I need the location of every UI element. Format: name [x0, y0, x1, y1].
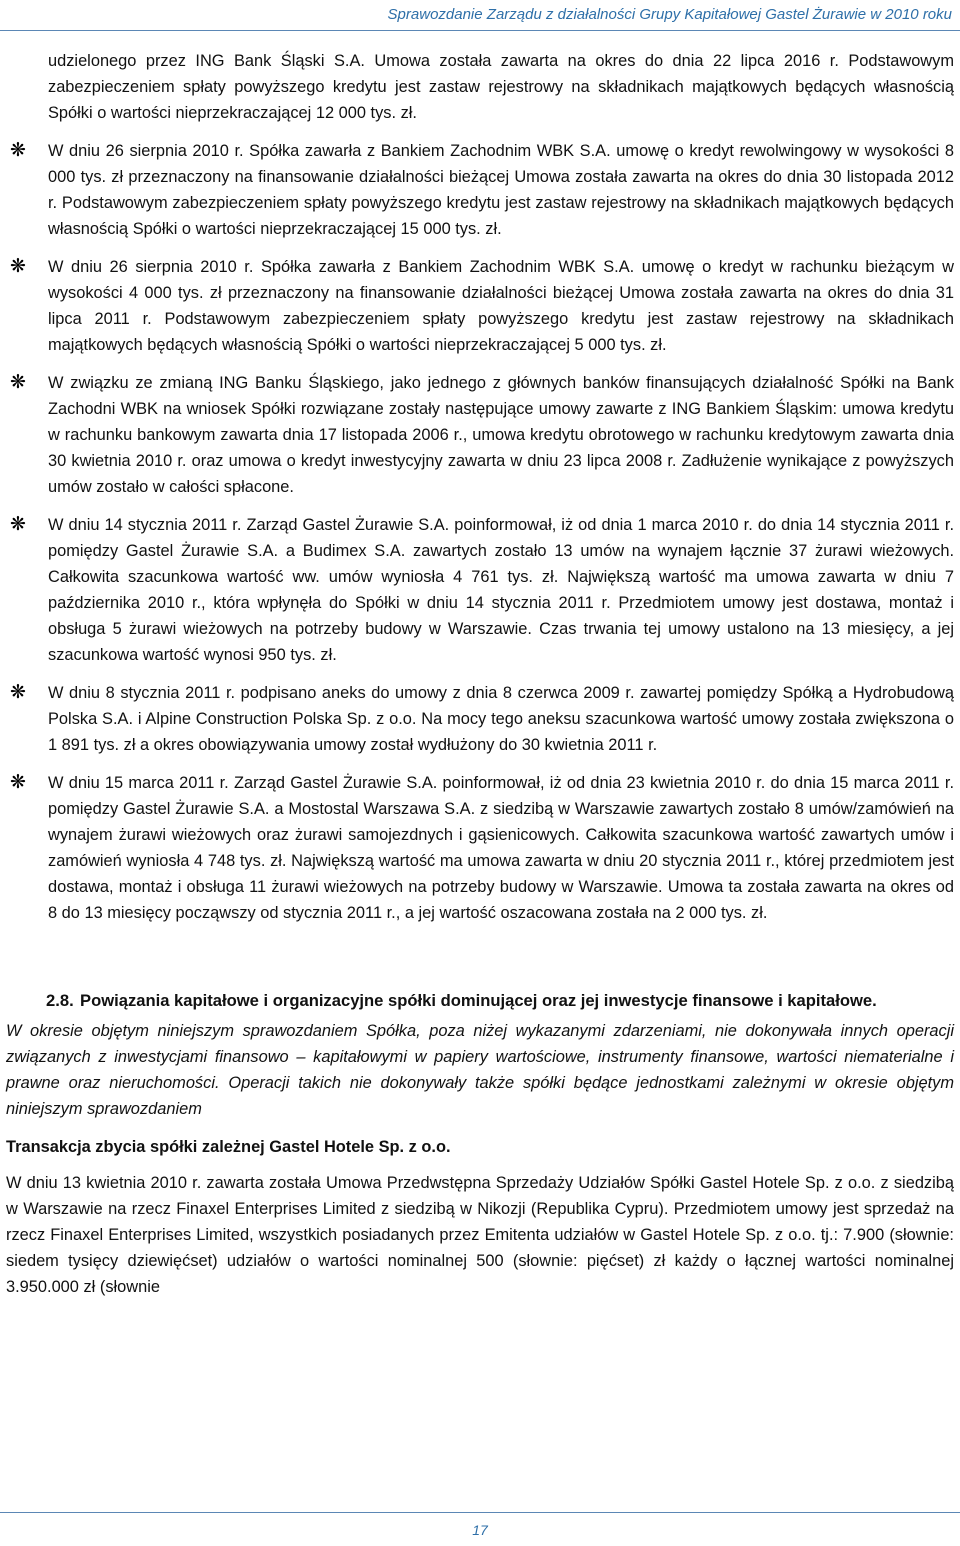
bullet-item	[6, 370, 954, 500]
asterisk-bullet-icon: ❋	[10, 372, 26, 393]
bullet-text: W dniu 8 stycznia 2011 r. podpisano aneks do umowy z dnia 8 czerwca 2009 r. zawartej pomiędzy Spółką a Hydrobudową Polska S.A. i Alpine Construction Polska Sp. z o.o. Na mocy tego aneksu szacunkowa wartość umowy została zwiększona o 1 891 tys. zł a okres obowiązywania umowy został wydłużony do 30 kwietnia 2011 r.	[48, 684, 954, 754]
bullet-item	[6, 138, 954, 242]
page-header	[0, 0, 960, 30]
bullet-text: W związku ze zmianą ING Banku Śląskiego, jako jednego z głównych banków finansujących działalność Spółki na Bank Zachodni WBK na wniosek Spółki rozwiązane zostały następujące umowy zawarte z ING Bankiem Śląskim: umowa kredytu w rachunku bankowym zawarta dnia 17 listopada 2006 r., umowa kredytu obrotowego w rachunku kredytowym zawarta dnia 30 kwietnia 2010 r. oraz umowa o kredyt inwestycyjny zawarta w dniu 23 lipca 2008 r. Zadłużenie wynikające z powyższych umów zostało w całości spłacone.	[48, 374, 954, 496]
subheading: Transakcja zbycia spółki zależnej Gastel Hotele Sp. z o.o.	[6, 1138, 451, 1156]
bullet-text: W dniu 14 stycznia 2011 r. Zarząd Gastel Żurawie S.A. poinformował, iż od dnia 1 marca 2010 r. do dnia 14 stycznia 2011 r. pomiędzy Gastel Żurawie S.A. a Budimex S.A. zawartych zostało 13 umów na wynajem łącznie 37 żurawi wieżowych. Całkowita szacunkowa wartość ww. umów wyniosła 4 761 tys. zł. Największą wartość ma umowa zawarta w dniu 7 października 2010 r., która wpłynęła do Spółki w dniu 14 stycznia 2011 r. Przedmiotem umowy jest dostawa, montaż i obsługa 5 żurawi wieżowych na potrzeby budowy w Warszawie. Czas trwania tej umowy ustalono na 13 miesięcy, a jej szacunkowa wartość wynosi 950 tys. zł.	[48, 516, 954, 664]
footer-rule	[0, 1512, 960, 1513]
continuation-paragraph: udzielonego przez ING Bank Śląski S.A. Umowa została zawarta na okres do dnia 22 lipca 2016 r. Podstawowym zabezpieczeniem spłaty powyższego kredytu jest zastaw rejestrowy na składnikach majątkowych będących własnością Spółki o wartości nieprzekraczającej 12 000 tys. zł.	[48, 52, 954, 122]
asterisk-bullet-icon: ❋	[10, 256, 26, 277]
asterisk-bullet-icon: ❋	[10, 140, 26, 161]
bullet-item	[6, 512, 954, 668]
asterisk-bullet-icon: ❋	[10, 514, 26, 535]
header-rule	[0, 30, 960, 31]
document-body	[6, 48, 954, 1300]
bullet-item	[6, 770, 954, 926]
bullet-text: W dniu 15 marca 2011 r. Zarząd Gastel Żurawie S.A. poinformował, iż od dnia 23 kwietnia 2010 r. do dnia 15 marca 2011 r. pomiędzy Gastel Żurawie S.A. a Mostostal Warszawa S.A. z siedzibą w Warszawie zawartych zostało 8 umów/zamówień na wynajem żurawi wieżowych oraz żurawi samojezdnych i gąsienicowych. Całkowita szacunkowa wartość zawartych umów i zamówień wyniosła 4 748 tys. zł. Największą wartość ma umowa zawarta w dniu 20 stycznia 2011 r., której przedmiotem jest dostawa, montaż i obsługa 11 żurawi wieżowych na potrzeby budowy w Warszawie. Umowa ta została zawarta na okres od 8 do 13 miesięcy począwszy od stycznia 2011 r., a jej wartość oszacowana została na 2 000 tys. zł.	[48, 774, 954, 922]
header-title: Sprawozdanie Zarządu z działalności Grupy Kapitałowej Gastel Żurawie w 2010 roku	[387, 6, 952, 23]
bullet-text: W dniu 26 sierpnia 2010 r. Spółka zawarła z Bankiem Zachodnim WBK S.A. umowę o kredyt rewolwingowy w wysokości 8 000 tys. zł przeznaczony na finansowanie działalności bieżącej Umowa została zawarta na okres do dnia 30 listopada 2012 r. Podstawowym zabezpieczeniem spłaty powyższego kredytu jest zastaw rejestrowy na składnikach majątkowych będących własnością Spółki o wartości nieprzekraczającej 15 000 tys. zł.	[48, 142, 954, 238]
section-number: 2.8.	[46, 991, 74, 1010]
section-body: W dniu 13 kwietnia 2010 r. zawarta została Umowa Przedwstępna Sprzedaży Udziałów Spółki Gastel Hotele Sp. z o.o. z siedzibą w Warszawie na rzecz Finaxel Enterprises Limited z siedzibą w Nikozji (Republika Cypru). Przedmiotem umowy jest sprzedaż na rzecz Finaxel Enterprises Limited, wszystkich posiadanych przez Emitenta udziałów w Gastel Hotele Sp. z o.o. tj.: 7.900 (słownie: siedem tysięcy dziewięćset) udziałów o wartości nominalnej 500 (słownie: pięćset) zł każdy o łącznej wartości nominalnej 3.950.000 zł (słownie	[6, 1174, 954, 1296]
page-number: 17	[472, 1522, 488, 1538]
asterisk-bullet-icon: ❋	[10, 682, 26, 703]
asterisk-bullet-icon: ❋	[10, 772, 26, 793]
section-intro: W okresie objętym niniejszym sprawozdaniem Spółka, poza niżej wykazanymi zdarzeniami, nie dokonywała innych operacji związanych z inwestycjami finansowo – kapitałowymi w papiery wartościowe, instrumenty finansowe, wartości niematerialne i prawne oraz nieruchomości. Operacji takich nie dokonywały także spółki będące jednostkami zależnymi w okresie objętym niniejszym sprawozdaniem	[6, 1022, 954, 1118]
bullet-item	[6, 254, 954, 358]
section-heading	[6, 988, 954, 1014]
bullet-item	[6, 680, 954, 758]
section-title: Powiązania kapitałowe i organizacyjne spółki dominującej oraz jej inwestycje finansowe i kapitałowe.	[80, 991, 877, 1010]
bullet-text: W dniu 26 sierpnia 2010 r. Spółka zawarła z Bankiem Zachodnim WBK S.A. umowę o kredyt w rachunku bieżącym w wysokości 4 000 tys. zł przeznaczony na finansowanie działalności bieżącej Umowa została zawarta na okres do dnia 31 lipca 2011 r. Podstawowym zabezpieczeniem spłaty powyższego kredytu jest zastaw rejestrowy na składnikach majątkowych będących własnością Spółki o wartości nieprzekraczającej 5 000 tys. zł.	[48, 258, 954, 354]
